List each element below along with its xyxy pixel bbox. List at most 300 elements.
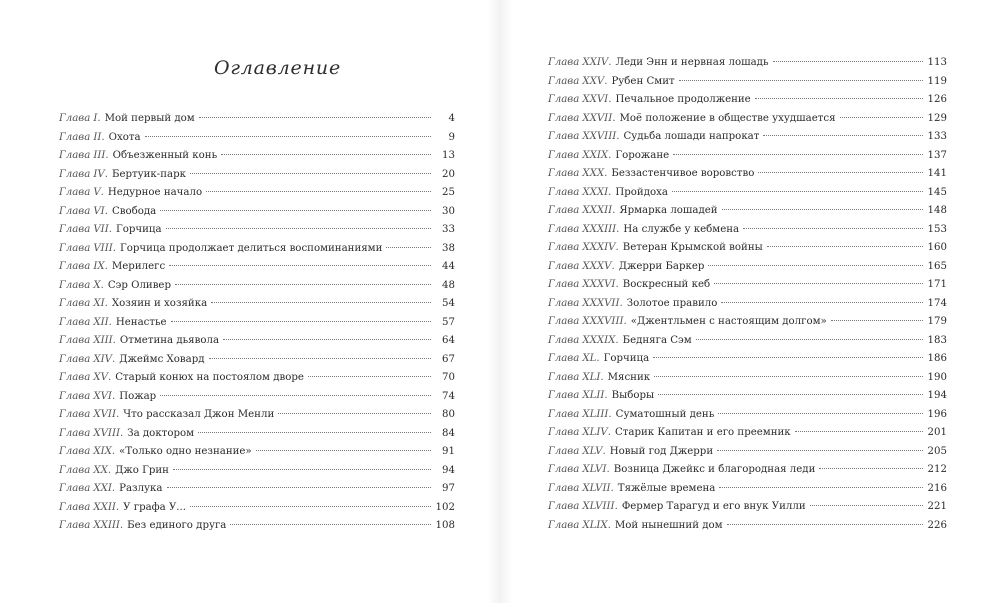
chapter-word: Глава — [548, 390, 580, 401]
chapter-word: Глава — [59, 501, 91, 513]
page-number: 186 — [927, 353, 947, 364]
chapter-word: Глава — [548, 260, 580, 272]
chapter-number: XVIII — [93, 427, 120, 439]
chapter-word: Глава — [548, 75, 580, 87]
toc-entry — [59, 317, 455, 336]
separator: . — [608, 57, 612, 68]
chapter-title: Возница Джейкс и благородная леди — [613, 464, 816, 475]
chapter-number: XL — [582, 353, 597, 364]
toc-entry — [59, 132, 455, 151]
separator: . — [111, 446, 116, 457]
dot-leader — [206, 191, 431, 192]
separator: . — [612, 112, 616, 124]
dot-leader — [708, 265, 923, 266]
dot-leader — [169, 265, 431, 266]
chapter-number: XXIII — [93, 520, 120, 531]
page-number: 194 — [927, 390, 947, 401]
chapter-title: Ярмарка лошадей — [619, 205, 718, 216]
page-number: 171 — [927, 279, 947, 290]
chapter-number: XXXIX — [582, 334, 616, 346]
separator: . — [606, 464, 610, 475]
chapter-number: VI — [93, 205, 105, 217]
toc-entry — [59, 372, 455, 391]
chapter-title: Выборы — [611, 390, 655, 401]
page-number: 4 — [448, 113, 455, 124]
chapter-title: Без единого друга — [127, 520, 227, 531]
separator: . — [607, 427, 611, 438]
toc-entry — [548, 205, 947, 224]
chapter-title: Горчица — [603, 353, 650, 364]
page-number: 160 — [927, 242, 947, 253]
dot-leader — [209, 358, 431, 359]
chapter-number: XX — [93, 464, 108, 476]
chapter-word: Глава — [548, 57, 580, 68]
page-number: 108 — [435, 520, 455, 531]
toc-entry — [59, 354, 455, 373]
dot-leader — [810, 505, 923, 506]
toc-entry — [59, 502, 455, 521]
dot-leader — [190, 173, 431, 174]
toc-entry — [548, 187, 947, 206]
page-number: 54 — [442, 298, 455, 309]
toc-entry — [59, 206, 455, 225]
toc-entry — [59, 261, 455, 280]
chapter-number: XLVIII — [582, 501, 615, 512]
page-number: 221 — [927, 501, 947, 512]
page-number: 145 — [927, 186, 947, 198]
toc-entry — [548, 390, 947, 409]
chapter-number: XIII — [93, 335, 113, 346]
toc-entry — [59, 335, 455, 354]
chapter-number: XLV — [582, 445, 603, 457]
toc-entry — [59, 446, 455, 465]
chapter-number: V — [93, 187, 101, 198]
dot-leader — [308, 376, 431, 377]
chapter-number: XXX — [582, 168, 605, 179]
page-number: 102 — [435, 501, 455, 513]
chapter-number: III — [93, 150, 106, 161]
separator: . — [111, 390, 116, 402]
dot-leader — [190, 506, 431, 507]
chapter-title: Горожане — [615, 149, 670, 161]
toc-entry — [59, 465, 455, 484]
chapter-number: XV — [93, 372, 108, 383]
chapter-title: Джо Грин — [115, 464, 169, 476]
dot-leader — [714, 283, 923, 284]
chapter-word: Глава — [59, 224, 91, 235]
chapter-word: Глава — [59, 131, 91, 143]
toc-title: Оглавление — [214, 57, 342, 79]
toc-entry — [59, 187, 455, 206]
dot-leader — [673, 154, 923, 155]
page-number: 38 — [442, 242, 455, 254]
separator: . — [112, 335, 116, 346]
chapter-title: Разлука — [119, 483, 163, 494]
chapter-title: Охота — [108, 131, 141, 143]
page-number: 201 — [927, 427, 947, 438]
chapter-number: X — [93, 279, 101, 291]
chapter-title: Свобода — [111, 205, 157, 217]
chapter-word: Глава — [548, 334, 580, 346]
dot-leader — [386, 247, 431, 248]
separator: . — [608, 94, 612, 105]
chapter-word: Глава — [59, 409, 91, 420]
dot-leader — [795, 431, 923, 432]
page-number: 205 — [927, 445, 947, 457]
page-number: 153 — [927, 223, 947, 235]
toc-entry — [548, 168, 947, 187]
left-page — [0, 0, 490, 603]
toc-entry — [548, 261, 947, 280]
chapter-title: Отметина дьявола — [119, 335, 220, 346]
toc-list-right — [548, 57, 947, 538]
separator: . — [105, 150, 109, 161]
dot-leader — [696, 339, 923, 340]
chapter-number: XII — [93, 316, 109, 328]
toc-entry — [548, 131, 947, 150]
separator: . — [100, 187, 104, 198]
toc-entry — [59, 298, 455, 317]
chapter-word: Глава — [548, 131, 580, 142]
chapter-number: VIII — [93, 242, 113, 254]
dot-leader — [166, 228, 431, 229]
dot-leader — [819, 468, 923, 469]
chapter-title: Суматошный день — [615, 408, 715, 420]
toc-entry — [548, 335, 947, 354]
separator: . — [615, 334, 619, 346]
chapter-word: Глава — [59, 335, 91, 346]
chapter-number: XXXIII — [582, 223, 617, 235]
chapter-number: XXIX — [582, 149, 609, 161]
right-page — [510, 0, 1000, 603]
chapter-number: XXVI — [582, 94, 609, 105]
chapter-word: Глава — [59, 446, 91, 457]
toc-entry — [59, 428, 455, 447]
chapter-number: XXXV — [582, 260, 612, 272]
toc-entry — [548, 57, 947, 76]
chapter-title: За доктором — [127, 427, 195, 439]
chapter-word: Глава — [59, 205, 91, 217]
chapter-word: Глава — [59, 464, 91, 476]
chapter-number: XLII — [582, 390, 605, 401]
dot-leader — [831, 320, 923, 321]
separator: . — [612, 205, 616, 216]
toc-entry — [59, 280, 455, 299]
chapter-number: IV — [93, 168, 105, 180]
page-number: 20 — [442, 168, 455, 180]
separator: . — [111, 483, 116, 494]
separator: . — [104, 205, 108, 217]
chapter-word: Глава — [548, 297, 580, 309]
separator: . — [608, 408, 612, 420]
chapter-title: У графа У... — [123, 501, 187, 513]
toc-entry — [548, 446, 947, 465]
chapter-title: Объезженный конь — [112, 150, 218, 161]
separator: . — [100, 279, 104, 291]
chapter-number: XVII — [93, 409, 116, 420]
toc-entry — [548, 242, 947, 261]
separator: . — [610, 482, 614, 494]
separator: . — [107, 372, 112, 383]
page-number: 33 — [442, 224, 455, 235]
dot-leader — [221, 154, 431, 155]
chapter-word: Глава — [548, 445, 580, 457]
chapter-word: Глава — [548, 519, 580, 531]
separator: . — [608, 186, 612, 198]
separator: . — [614, 501, 618, 512]
chapter-title: Ветеран Крымской войны — [622, 242, 763, 253]
page-number: 67 — [442, 353, 455, 365]
chapter-word: Глава — [548, 427, 580, 438]
dot-leader — [211, 302, 431, 303]
page-number: 44 — [442, 261, 455, 272]
chapter-word: Глава — [59, 316, 91, 328]
chapter-word: Глава — [59, 261, 91, 272]
chapter-word: Глава — [59, 353, 91, 365]
chapter-title: Новый год Джерри — [609, 445, 714, 457]
dot-leader — [198, 432, 431, 433]
toc-entry — [548, 316, 947, 335]
toc-entry — [59, 113, 455, 132]
chapter-title: Печальное продолжение — [615, 94, 751, 105]
dot-leader — [256, 450, 431, 451]
page-number: 212 — [927, 464, 947, 475]
chapter-word: Глава — [548, 279, 580, 290]
chapter-number: I — [93, 113, 98, 124]
page-number: 190 — [927, 371, 947, 383]
book-gutter — [488, 0, 512, 603]
chapter-title: Горчица продолжает делиться воспоминаниями — [120, 242, 383, 254]
dot-leader — [719, 487, 923, 488]
chapter-word: Глава — [59, 372, 91, 383]
dot-leader — [672, 191, 923, 192]
separator: . — [608, 149, 612, 161]
separator: . — [115, 409, 120, 420]
dot-leader — [722, 209, 923, 210]
page-number: 13 — [442, 150, 455, 161]
page-number: 174 — [927, 297, 947, 309]
toc-entry — [548, 353, 947, 372]
chapter-number: XI — [93, 298, 105, 309]
chapter-number: XXII — [93, 501, 116, 513]
chapter-number: XXIV — [582, 57, 609, 68]
separator: . — [119, 520, 124, 531]
chapter-title: На службе у кебмена — [623, 223, 740, 235]
page-number: 64 — [442, 335, 455, 346]
toc-entry — [59, 243, 455, 262]
chapter-title: Хозяин и хозяйка — [111, 298, 208, 309]
toc-entry — [548, 279, 947, 298]
chapter-title: Старый конюх на постоялом дворе — [115, 372, 304, 383]
page-number: 113 — [927, 57, 947, 68]
dot-leader — [160, 210, 431, 211]
dot-leader — [727, 524, 923, 525]
toc-entry — [548, 76, 947, 95]
chapter-word: Глава — [59, 168, 91, 180]
chapter-title: Ненастье — [115, 316, 167, 328]
toc-entry — [548, 464, 947, 483]
toc-entry — [548, 483, 947, 502]
chapter-word: Глава — [548, 112, 580, 124]
dot-leader — [653, 357, 923, 358]
chapter-number: XLVII — [582, 482, 611, 494]
page-number: 119 — [927, 75, 947, 87]
toc-entry — [548, 224, 947, 243]
chapter-word: Глава — [548, 186, 580, 198]
chapter-title: Воскресный кеб — [622, 279, 711, 290]
chapter-title: Старик Капитан и его преемник — [614, 427, 791, 438]
separator: . — [111, 353, 116, 365]
chapter-title: Беззастенчивое воровство — [611, 168, 755, 179]
dot-leader — [755, 98, 923, 99]
toc-entry — [59, 391, 455, 410]
toc-list-left — [59, 113, 455, 539]
page-number: 97 — [442, 483, 455, 494]
chapter-word: Глава — [548, 149, 580, 161]
dot-leader — [145, 136, 431, 137]
chapter-word: Глава — [59, 279, 91, 291]
separator: . — [607, 519, 611, 531]
chapter-number: XVI — [93, 390, 112, 402]
chapter-number: XLIX — [582, 519, 608, 531]
chapter-word: Глава — [59, 242, 91, 254]
chapter-number: IX — [93, 261, 105, 272]
dot-leader — [230, 524, 431, 525]
chapter-word: Глава — [548, 482, 580, 494]
chapter-title: Тяжёлые времена — [617, 482, 716, 494]
chapter-title: Недурное начало — [107, 187, 203, 198]
chapter-word: Глава — [59, 390, 91, 402]
page-number: 141 — [927, 168, 947, 179]
dot-leader — [223, 339, 431, 340]
dot-leader — [654, 376, 923, 377]
dot-leader — [763, 135, 923, 136]
page-number: 137 — [927, 149, 947, 161]
separator: . — [604, 75, 608, 87]
chapter-number: XLIV — [582, 427, 608, 438]
toc-entry — [548, 409, 947, 428]
dot-leader — [767, 246, 923, 247]
chapter-number: XXVII — [582, 112, 613, 124]
toc-entry — [548, 427, 947, 446]
page-number: 179 — [927, 316, 947, 327]
chapter-number: XLVI — [582, 464, 607, 475]
chapter-title: Джерри Баркер — [618, 260, 705, 272]
page-number: 216 — [927, 482, 947, 494]
page-number: 9 — [448, 131, 455, 143]
chapter-word: Глава — [548, 223, 580, 235]
toc-entry — [548, 520, 947, 539]
chapter-word: Глава — [548, 242, 580, 253]
page-number: 165 — [927, 260, 947, 272]
page-number: 226 — [927, 519, 947, 531]
separator: . — [97, 113, 101, 124]
separator: . — [611, 260, 615, 272]
chapter-number: VII — [93, 224, 109, 235]
dot-leader — [758, 172, 923, 173]
dot-leader — [773, 61, 924, 62]
separator: . — [120, 427, 124, 439]
separator: . — [615, 279, 619, 290]
chapter-title: Золотое правило — [626, 297, 718, 309]
toc-entry — [59, 224, 455, 243]
dot-leader — [171, 321, 431, 322]
chapter-word: Глава — [548, 353, 580, 364]
separator: . — [615, 242, 619, 253]
chapter-title: Рубен Смит — [611, 75, 675, 87]
chapter-title: «Только одно незнание» — [119, 446, 252, 457]
separator: . — [104, 261, 108, 272]
chapter-title: Мой первый дом — [104, 113, 195, 124]
toc-entry — [59, 520, 455, 539]
dot-leader — [679, 80, 923, 81]
chapter-title: Горчица — [115, 224, 162, 235]
dot-leader — [840, 117, 923, 118]
chapter-title: Бертуик-парк — [111, 168, 186, 180]
chapter-title: Мясник — [607, 371, 651, 383]
chapter-number: XIV — [93, 353, 112, 365]
page-number: 84 — [442, 427, 455, 439]
toc-entry — [548, 113, 947, 132]
toc-entry — [59, 150, 455, 169]
chapter-title: Джеймс Ховард — [119, 353, 205, 365]
chapter-number: II — [93, 131, 102, 143]
chapter-word: Глава — [548, 371, 580, 383]
separator: . — [616, 223, 620, 235]
separator: . — [115, 501, 120, 513]
chapter-title: Судьба лошади напрокат — [623, 131, 760, 142]
chapter-title: Что рассказал Джон Менли — [123, 409, 275, 420]
chapter-word: Глава — [59, 520, 91, 531]
page-number: 80 — [442, 409, 455, 420]
chapter-word: Глава — [548, 168, 580, 179]
dot-leader — [717, 450, 923, 451]
toc-entry — [59, 409, 455, 428]
dot-leader — [718, 413, 923, 414]
page-number: 94 — [442, 464, 455, 476]
chapter-number: XXXIV — [582, 242, 616, 253]
dot-leader — [721, 302, 923, 303]
toc-entry — [548, 501, 947, 520]
page-number: 48 — [442, 279, 455, 291]
separator: . — [596, 353, 600, 364]
chapter-number: XXXVII — [582, 297, 620, 309]
dot-leader — [199, 117, 431, 118]
page-number: 30 — [442, 205, 455, 217]
chapter-word: Глава — [548, 94, 580, 105]
chapter-number: XXXI — [582, 186, 609, 198]
page-number: 183 — [927, 334, 947, 346]
chapter-number: XLIII — [582, 408, 609, 420]
separator: . — [600, 371, 604, 383]
chapter-word: Глава — [59, 113, 91, 124]
separator: . — [104, 168, 108, 180]
separator: . — [602, 445, 606, 457]
chapter-word: Глава — [59, 427, 91, 439]
page-number: 126 — [927, 94, 947, 105]
dot-leader — [278, 413, 431, 414]
chapter-title: «Джентльмен с настоящим долгом» — [630, 316, 827, 327]
separator: . — [619, 297, 623, 309]
toc-entry — [59, 483, 455, 502]
chapter-number: XXXII — [582, 205, 613, 216]
toc-entry — [548, 372, 947, 391]
separator: . — [108, 224, 112, 235]
chapter-title: Мерилегс — [111, 261, 166, 272]
separator: . — [104, 298, 108, 309]
page-number: 133 — [927, 131, 947, 142]
page-number: 74 — [442, 390, 455, 402]
